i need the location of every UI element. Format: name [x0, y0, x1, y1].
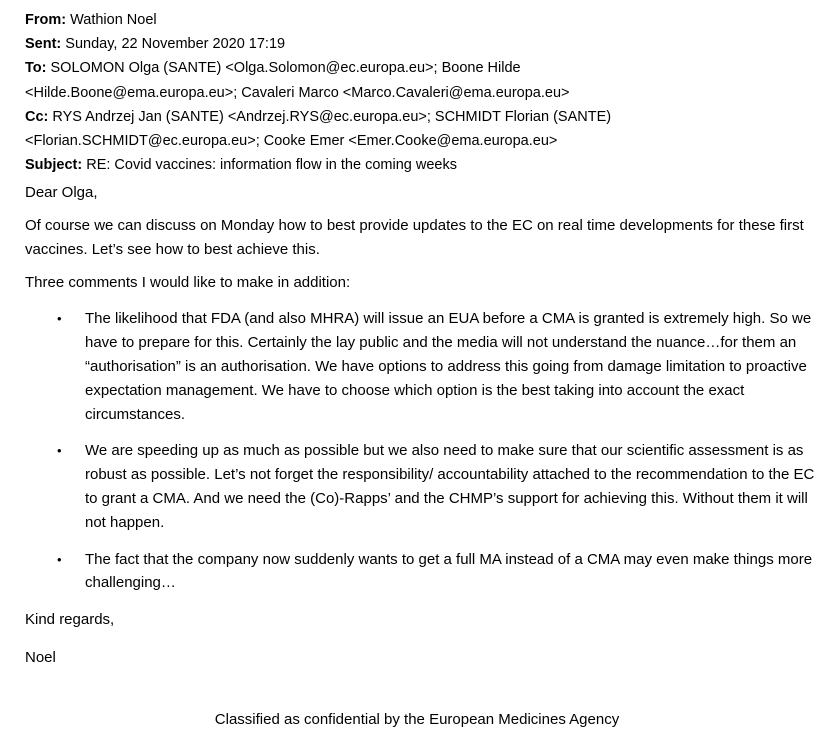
body-paragraph: Of course we can discuss on Monday how to best provide updates to the EC on real time developments for these first vaccines. Let’s see how to best achieve this.: [25, 217, 804, 259]
to-line-continued: [25, 81, 820, 105]
bullet-icon: •: [57, 311, 62, 327]
subject-value: RE: Covid vaccines: information flow in the coming weeks: [82, 157, 457, 174]
list-item: [25, 307, 820, 426]
list-item: [25, 439, 820, 534]
sent-label: Sent:: [25, 36, 62, 53]
from-label: From:: [25, 12, 67, 28]
bullet-icon: •: [57, 551, 62, 567]
list-item-text: The fact that the company now suddenly wants to get a full MA instead of a CMA may even make things more challenging…: [85, 550, 813, 592]
sent-line: [25, 32, 820, 56]
to-label: To:: [25, 60, 47, 77]
to-recipients-line2: <Hilde.Boone@ema.europa.eu>; Cavaleri Marco <Marco.Cavaleri@ema.europa.eu>: [25, 84, 570, 101]
classification-footer: Classified as confidential by the European Medicines Agency: [214, 711, 620, 728]
list-item-text: We are speeding up as much as possible but we also need to make sure that our scientific assessment is as robust as possible. Let’s not forget the responsibility/ accountability attached to the recommendation to the EC to grant a CMA. And we need the (Co)-Rapps’ and the CHMP’s support for achieving this. Without them it will not happen.: [85, 442, 815, 531]
signature: Noel: [25, 649, 56, 667]
subject-label: Subject:: [25, 157, 83, 174]
cc-line-continued: [25, 129, 820, 153]
to-line: [25, 56, 820, 80]
sent-value: Sunday, 22 November 2020 17:19: [61, 36, 286, 53]
subject-line: [25, 153, 820, 177]
list-item-text: The likelihood that FDA (and also MHRA) will issue an EUA before a CMA is granted is extremely high. So we have to prepare for this. Certainly the lay public and the media will not understand the nuance…for them an “authorisation” is an authorisation. We have options to address this going from damage limitation to proactive expectation management. We have to choose which option is the best taking into account the exact circumstances.: [85, 310, 812, 423]
greeting: Dear Olga,: [25, 184, 98, 202]
to-recipients-line1: SOLOMON Olga (SANTE) <Olga.Solomon@ec.europa.eu>; Boone Hilde: [46, 60, 521, 77]
email-header: [25, 8, 820, 177]
comments-list: [25, 307, 820, 595]
cc-line: [25, 105, 820, 129]
cc-recipients-line1: RYS Andrzej Jan (SANTE) <Andrzej.RYS@ec.europa.eu>; SCHMIDT Florian (SANTE): [48, 108, 612, 125]
list-item: [25, 548, 820, 596]
from-line: [25, 8, 820, 32]
cc-label: Cc:: [25, 108, 49, 125]
comments-intro: Three comments I would like to make in addition:: [25, 274, 351, 292]
closing: Kind regards,: [25, 611, 115, 629]
cc-recipients-line2: <Florian.SCHMIDT@ec.europa.eu>; Cooke Emer <Emer.Cooke@ema.europa.eu>: [25, 133, 558, 150]
from-value: Wathion Noel: [66, 12, 157, 28]
bullet-icon: •: [57, 443, 62, 459]
